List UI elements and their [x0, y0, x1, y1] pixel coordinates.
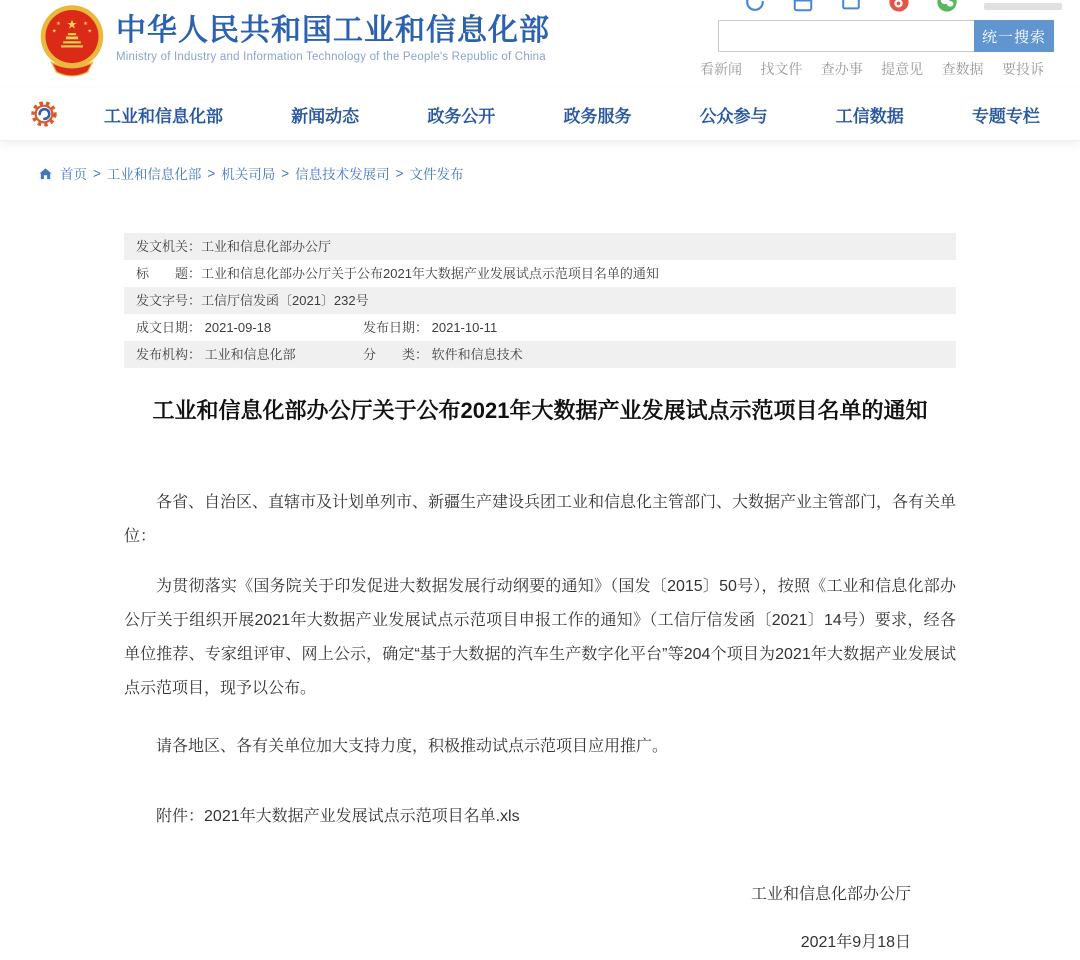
nav-items [104, 102, 1040, 127]
meta-value: 工业和信息化部办公厅 [201, 239, 332, 254]
unified-search-button[interactable]: 统一搜索 [974, 20, 1054, 52]
weibo-icon[interactable] [888, 0, 910, 13]
breadcrumb-departments[interactable]: 机关司局 [221, 167, 276, 182]
svg-text:★: ★ [51, 28, 57, 35]
meta-label: 发文机关： [136, 239, 202, 254]
quick-link-services[interactable]: 查办事 [820, 61, 863, 77]
site-subtitle: Ministry of Industry and Information Technology of the People's Republic of China [116, 51, 546, 63]
quick-link-data[interactable]: 查数据 [941, 61, 984, 77]
nav-item-miit-data[interactable]: 工信数据 [835, 106, 904, 126]
quick-links [700, 59, 1044, 79]
breadcrumb-home[interactable]: 首页 [60, 167, 87, 182]
clipped-topbar-text [984, 3, 1062, 10]
top-utility-icons [744, 0, 1080, 14]
breadcrumb-separator: > [395, 165, 404, 181]
meta-row-dates [124, 314, 956, 341]
meta-value: 2021-10-11 [431, 320, 498, 335]
calendar-icon[interactable] [792, 0, 814, 13]
nav-item-special-columns[interactable]: 专题专栏 [971, 106, 1040, 126]
search-input[interactable] [718, 20, 974, 52]
breadcrumb-miit[interactable]: 工业和信息化部 [106, 167, 202, 182]
attachment-line [124, 800, 956, 834]
document-area [124, 233, 956, 960]
nav-item-public-participation[interactable]: 公众参与 [699, 106, 768, 126]
meta-value: 工信厅信发函〔2021〕232号 [201, 293, 369, 308]
meta-label: 分 类： [363, 347, 429, 362]
document-push-paragraph: 请各地区、各有关单位加大支持力度，积极推动试点示范项目应用推广。 [156, 738, 669, 755]
svg-text:★: ★ [83, 21, 89, 27]
signature-date: 2021年9月18日 [800, 934, 911, 951]
signature-office: 工业和信息化部办公厅 [750, 886, 911, 903]
breadcrumb-separator: > [207, 165, 216, 181]
svg-text:★: ★ [55, 21, 61, 27]
meta-label: 成文日期： [136, 320, 202, 335]
breadcrumb-separator: > [93, 165, 101, 181]
meta-value: 工业和信息化部办公厅关于公布2021年大数据产业发展试点示范项目名单的通知 [201, 266, 659, 281]
meta-row-publisher-category [124, 341, 956, 368]
site-header [0, 0, 1080, 88]
svg-text:★: ★ [87, 28, 93, 35]
breadcrumb-document-release: 文件发布 [409, 167, 464, 182]
meta-row-issuing-office [124, 233, 956, 260]
meta-value: 2021-09-18 [204, 320, 272, 335]
quick-link-suggestions[interactable]: 提意见 [881, 61, 924, 77]
home-icon[interactable] [38, 166, 53, 181]
meta-value: 软件和信息技术 [431, 347, 523, 362]
wechat-icon[interactable] [936, 0, 958, 13]
document-salutation: 各省、自治区、直辖市及计划单列市、新疆生产建设兵团工业和信息化主管部门、大数据产业主管部门，各有关单位： [124, 494, 957, 545]
meta-value: 工业和信息化部 [204, 347, 296, 362]
nav-item-news[interactable]: 新闻动态 [291, 106, 360, 126]
meta-row-title [124, 260, 956, 287]
gear-logo-icon [30, 100, 58, 128]
quick-link-complaints[interactable]: 要投诉 [1001, 61, 1044, 77]
quick-link-files[interactable]: 找文件 [760, 61, 803, 77]
breadcrumb-separator: > [281, 165, 290, 181]
nav-item-miit[interactable]: 工业和信息化部 [104, 106, 223, 126]
national-emblem-icon [38, 2, 106, 82]
attachment-label: 附件： [156, 808, 205, 825]
meta-label: 标 题： [136, 266, 202, 281]
document-body-paragraph: 为贯彻落实《国务院关于印发促进大数据发展行动纲要的通知》（国发〔2015〕50号），按照《工业和信息化部办公厅关于组织开展2021年大数据产业发展试点示范项目申报工作的通知》（工信厅信发函〔2021〕14号）要求，经各单位推荐、专家组评审、网上公示，确定“基于大数据的汽车生产数字化平台”等204个项目为2021年大数据产业发展试点示范项目，现予以公布。 [124, 578, 956, 697]
site-search [718, 20, 1054, 52]
meta-label: 发文字号： [136, 293, 202, 308]
meta-row-doc-number [124, 287, 956, 314]
nav-item-gov-services[interactable]: 政务服务 [563, 106, 632, 126]
document-meta-table [124, 233, 956, 368]
site-title: 中华人民共和国工业和信息化部 [116, 14, 550, 47]
breadcrumb [38, 163, 1080, 183]
document-icon[interactable] [840, 0, 862, 13]
circular-arrow-icon[interactable] [744, 0, 766, 13]
breadcrumb-it-development[interactable]: 信息技术发展司 [295, 167, 390, 182]
site-logo-block[interactable] [38, 2, 550, 82]
meta-label: 发布机构： [136, 347, 202, 362]
meta-label: 发布日期： [363, 320, 429, 335]
attachment-link[interactable]: 2021年大数据产业发展试点示范项目名单.xls [204, 808, 520, 825]
quick-link-news[interactable]: 看新闻 [700, 61, 742, 77]
svg-text:★: ★ [66, 17, 78, 32]
document-title: 工业和信息化部办公厅关于公布2021年大数据产业发展试点示范项目名单的通知 [152, 398, 928, 423]
nav-item-gov-disclosure[interactable]: 政务公开 [427, 106, 496, 126]
main-nav [0, 88, 1080, 141]
